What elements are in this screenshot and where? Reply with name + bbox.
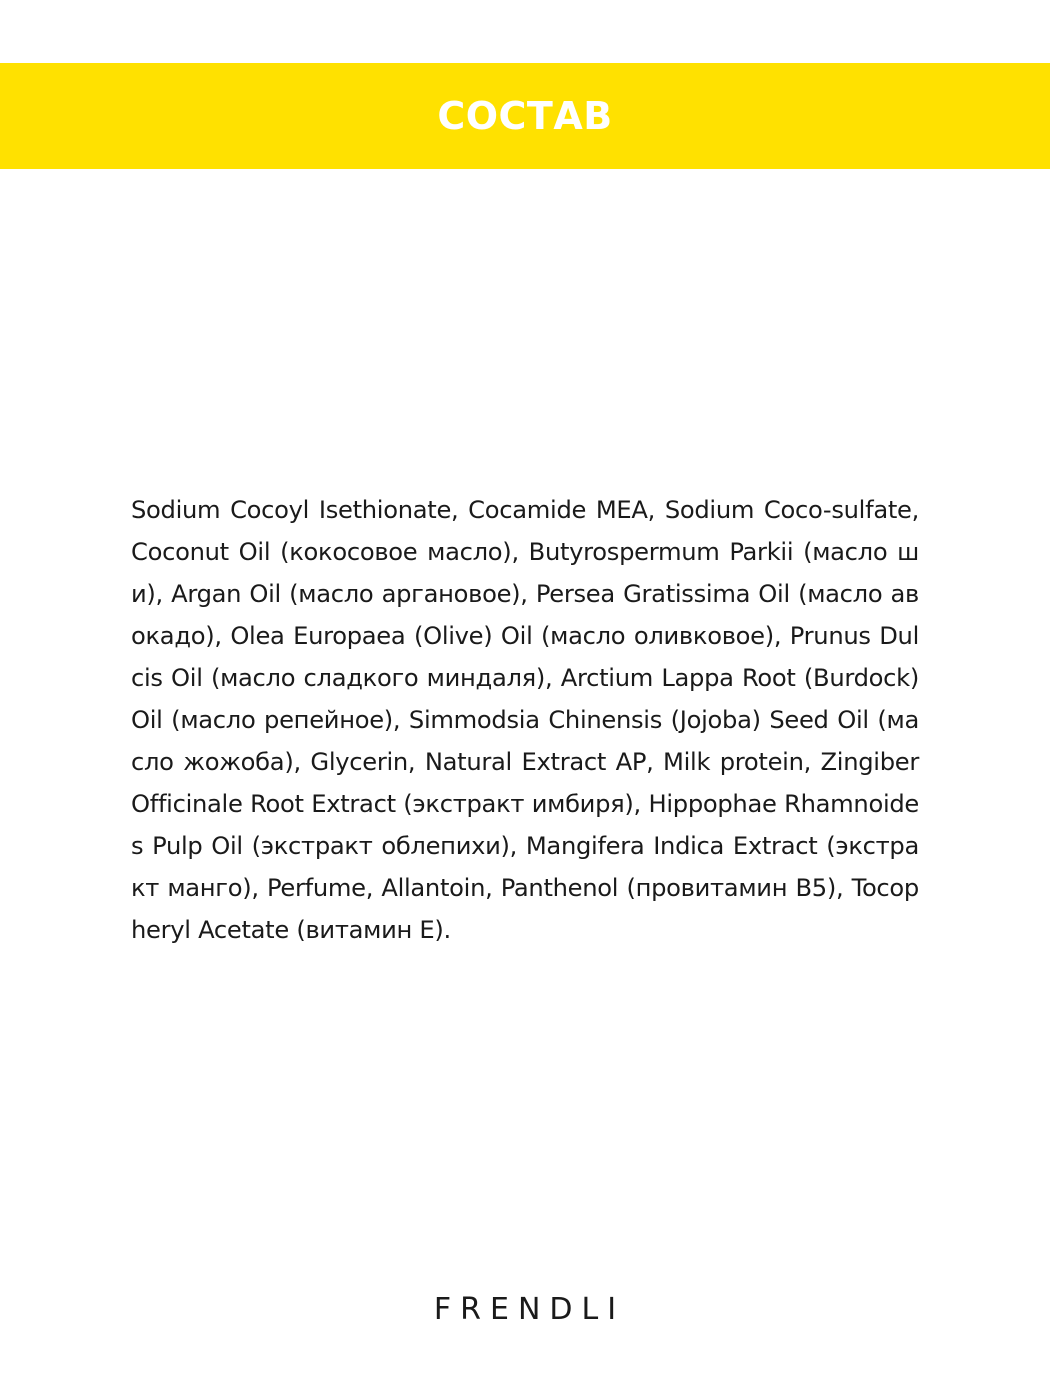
ingredients-text: Sodium Cocoyl Isethionate, Cocamide MEA, Sodium Coco-sulfate, Coconut Oil (кокосовое масло), Butyrospermum Parkii (масло ши), Argan Oil (масло аргановое), Persea Gratissima Oil (масло авокадо), Olea Europaea (Olive) Oil (масло оливковое), Prunus Dulcis Oil (масло сладкого миндаля), Arctium Lappa Root (Burdock) Oil (масло репейное), Simmodsia Chinensis (Jojoba) Seed Oil (масло жожоба), Glycerin, Natural Extract AP, Milk protein, Zingiber Officinale Root Extract (экстракт имбиря), Hippophae Rhamnoides Pulp Oil (экстракт облепихи), Mangifera Indica Extract (экстракт манго), Perfume, Allantoin, Panthenol (провитамин B5), Tocopheryl Acetate (витамин E).: [131, 496, 919, 944]
section-title: СОСТАВ: [437, 94, 613, 138]
brand-logo-text: FRENDLI: [433, 1292, 626, 1327]
header-banner: [0, 63, 1050, 169]
